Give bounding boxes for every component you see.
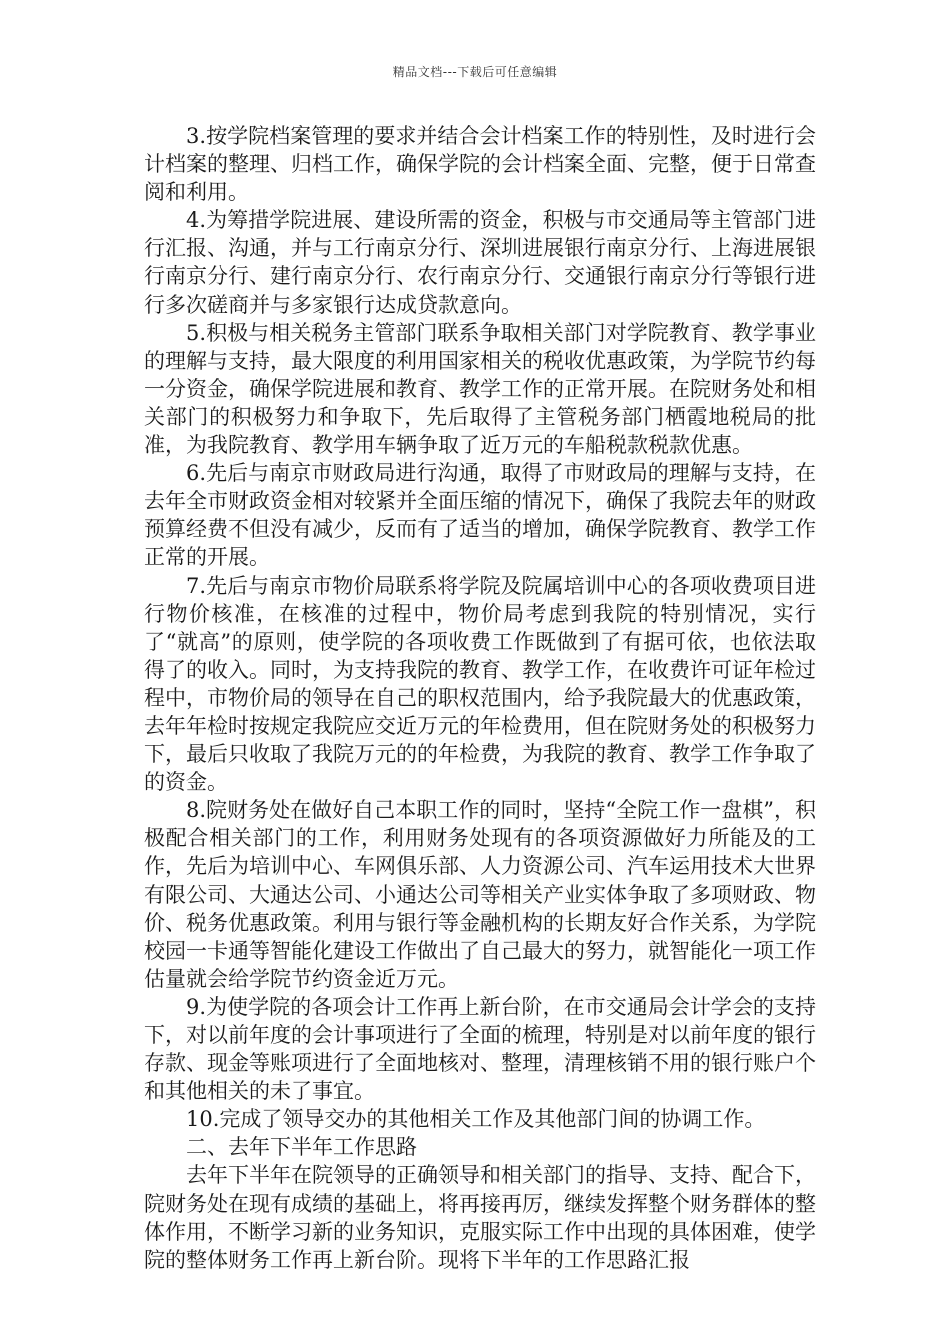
page-header: 精品文档---下载后可任意编辑 (392, 65, 558, 79)
section-heading: 二、去年下半年工作思路 (186, 1135, 417, 1160)
paragraph-7: 7.先后与南京市物价局联系将学院及院属培训中心的各项收费项目进行物价核准，在核准的过程中，物价局考虑到我院的特别情况，实行了“就高”的原则，使学院的各项收费工作既做到了有据可依，也依法取得了的收入。同时，为支持我院的教育、教学工作，在收费许可证年检过程中，市物价局的领导在自己的职权范围内，给予我院最大的优惠政策，去年年检时按规定我院应交近万元的年检费用，但在院财务处的积极努力下，最后只收取了我院万元的的年检费，为我院的教育、教学工作争取了的资金。 (144, 573, 816, 795)
document-body (144, 122, 816, 1274)
paragraph-6: 6.先后与南京市财政局进行沟通，取得了市财政局的理解与支持，在去年全市财政资金相对较紧并全面压缩的情况下，确保了我院去年的财政预算经费不但没有减少，反而有了适当的增加，确保学院教育、教学工作正常的开展。 (144, 461, 816, 570)
paragraph-5: 5.积极与相关税务主管部门联系争取相关部门对学院教育、教学事业的理解与支持，最大限度的利用国家相关的税收优惠政策，为学院节约每一分资金，确保学院进展和教育、教学工作的正常开展。在院财务处和相关部门的积极努力和争取下，先后取得了主管税务部门栖霞地税局的批准，为我院教育、教学用车辆争取了近万元的车船税款税款优惠。 (144, 320, 816, 458)
paragraph-10: 10.完成了领导交办的其他相关工作及其他部门间的协调工作。 (186, 1107, 766, 1132)
paragraph-8: 8.院财务处在做好自己本职工作的同时，坚持“全院工作一盘棋”，积极配合相关部门的工作，利用财务处现有的各项资源做好力所能及的工作，先后为培训中心、车网俱乐部、人力资源公司、汽车运用技术大世界有限公司、大通达公司、小通达公司等相关产业实体争取了多项财政、物价、税务优惠政策。利用与银行等金融机构的长期友好合作关系，为学院校园一卡通等智能化建设工作做出了自己最大的努力，就智能化一项工作估量就会给学院节约资金近万元。 (144, 798, 816, 991)
paragraph-work-plan: 去年下半年在院领导的正确领导和相关部门的指导、支持、配合下，院财务处在现有成绩的基础上，将再接再厉，继续发挥整个财务群体的整体作用，不断学习新的业务知识，克服实际工作中出现的具体困难，使学院的整体财务工作再上新台阶。现将下半年的工作思路汇报 (144, 1163, 816, 1272)
paragraph-9: 9.为使学院的各项会计工作再上新台阶，在市交通局会计学会的支持下，对以前年度的会计事项进行了全面的梳理，特别是对以前年度的银行存款、现金等账项进行了全面地核对、整理，清理核销不用的银行账户个和其他相关的未了事宜。 (144, 994, 816, 1104)
paragraph-4: 4.为筹措学院进展、建设所需的资金，积极与市交通局等主管部门进行汇报、沟通，并与工行南京分行、深圳进展银行南京分行、上海进展银行南京分行、建行南京分行、农行南京分行、交通银行南京分行等银行进行多次磋商并与多家银行达成贷款意向。 (144, 208, 816, 317)
paragraph-3: 3.按学院档案管理的要求并结合会计档案工作的特别性，及时进行会计档案的整理、归档工作，确保学院的会计档案全面、完整，便于日常查阅和利用。 (144, 124, 816, 205)
